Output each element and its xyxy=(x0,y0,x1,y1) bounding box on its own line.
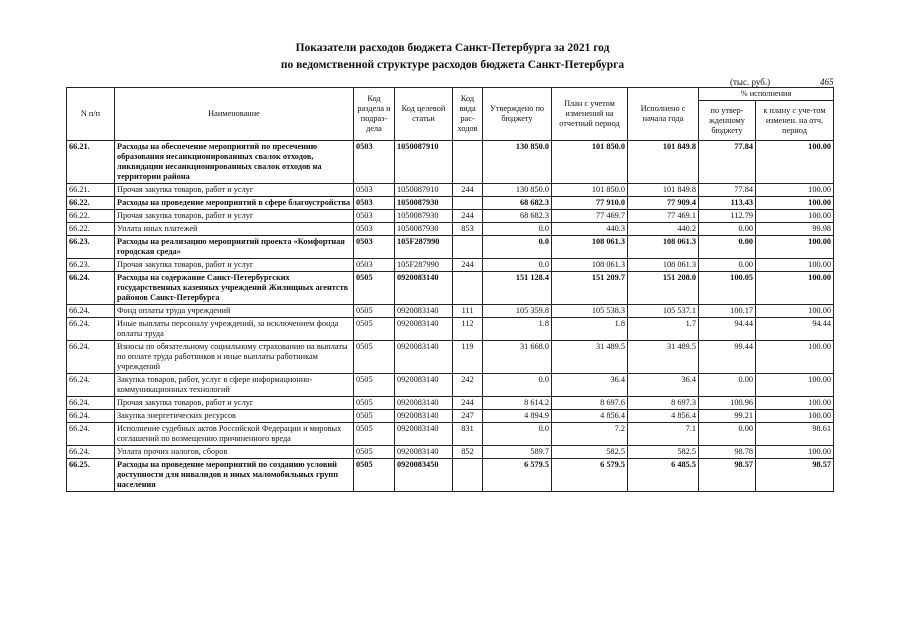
page-number: 465 xyxy=(820,77,834,87)
row-type-code: 853 xyxy=(453,223,483,236)
row-name: Расходы на реализацию мероприятий проекта «Комфортная городская среда» xyxy=(115,236,354,259)
row-approved: 105 359.8 xyxy=(483,305,552,318)
row-pct-approved: 99.44 xyxy=(699,341,756,374)
row-approved: 151 128.4 xyxy=(483,272,552,305)
row-name: Уплата иных платежей xyxy=(115,223,354,236)
row-section-code: 0505 xyxy=(354,374,395,397)
row-approved: 0.0 xyxy=(483,236,552,259)
row-name: Взносы по обязательному социальному страхованию на выплаты по оплате труда работников и иные выплаты работникам учреждений xyxy=(115,341,354,374)
row-name: Прочая закупка товаров, работ и услуг xyxy=(115,210,354,223)
row-pct-plan: 100.00 xyxy=(756,259,834,272)
row-number: 66.24. xyxy=(67,272,115,305)
row-plan: 108 061.3 xyxy=(552,259,628,272)
row-executed: 4 856.4 xyxy=(628,410,699,423)
row-type-code xyxy=(453,141,483,184)
row-target-code: 0920083450 xyxy=(395,459,453,492)
row-section-code: 0505 xyxy=(354,446,395,459)
row-executed: 6 485.5 xyxy=(628,459,699,492)
header-pct-plan: к плану с уче-том изменен. на отч. период xyxy=(756,101,834,141)
table-row xyxy=(67,397,834,410)
row-name: Прочая закупка товаров, работ и услуг xyxy=(115,397,354,410)
row-number: 66.24. xyxy=(67,397,115,410)
row-executed: 77 909.4 xyxy=(628,197,699,210)
header-plan: План с учетом изменений на отчетный период xyxy=(552,88,628,141)
row-pct-approved: 77.84 xyxy=(699,141,756,184)
row-section-code: 0505 xyxy=(354,397,395,410)
header-name: Наименование xyxy=(115,88,354,141)
row-number: 66.21. xyxy=(67,141,115,184)
row-type-code: 852 xyxy=(453,446,483,459)
row-pct-plan: 100.00 xyxy=(756,141,834,184)
header-row-no: N п/п xyxy=(67,88,115,141)
row-section-code: 0503 xyxy=(354,141,395,184)
budget-table xyxy=(66,87,834,492)
row-plan: 101 850.0 xyxy=(552,141,628,184)
row-executed: 440.2 xyxy=(628,223,699,236)
row-number: 66.23. xyxy=(67,236,115,259)
row-type-code xyxy=(453,459,483,492)
row-target-code: 0920083140 xyxy=(395,423,453,446)
header-target-code: Код целевой статьи xyxy=(395,88,453,141)
row-number: 66.24. xyxy=(67,410,115,423)
row-plan: 6 579.5 xyxy=(552,459,628,492)
header-section-code: Код раздела и подраз-дела xyxy=(354,88,395,141)
row-name: Расходы на проведение мероприятий по созданию условий доступности для инвалидов и иных маломобильных групп населения xyxy=(115,459,354,492)
row-approved: 1.8 xyxy=(483,318,552,341)
row-pct-plan: 100.00 xyxy=(756,374,834,397)
header-approved: Утверждено по бюджету xyxy=(483,88,552,141)
row-section-code: 0505 xyxy=(354,410,395,423)
row-section-code: 0503 xyxy=(354,223,395,236)
row-type-code: 244 xyxy=(453,184,483,197)
table-row xyxy=(67,318,834,341)
row-type-code: 119 xyxy=(453,341,483,374)
row-executed: 31 489.5 xyxy=(628,341,699,374)
row-pct-approved: 100.05 xyxy=(699,272,756,305)
row-approved: 4 894.9 xyxy=(483,410,552,423)
row-plan: 151 209.7 xyxy=(552,272,628,305)
row-pct-approved: 0.00 xyxy=(699,236,756,259)
row-approved: 0.0 xyxy=(483,423,552,446)
row-number: 66.24. xyxy=(67,423,115,446)
row-section-code: 0503 xyxy=(354,259,395,272)
row-executed: 151 208.0 xyxy=(628,272,699,305)
row-section-code: 0503 xyxy=(354,197,395,210)
row-approved: 68 682.3 xyxy=(483,197,552,210)
row-pct-approved: 0.00 xyxy=(699,423,756,446)
row-pct-approved: 0.00 xyxy=(699,259,756,272)
row-target-code: 0920083140 xyxy=(395,305,453,318)
row-approved: 0.0 xyxy=(483,259,552,272)
row-plan: 108 061.3 xyxy=(552,236,628,259)
row-pct-approved: 112.79 xyxy=(699,210,756,223)
row-target-code: 0920083140 xyxy=(395,410,453,423)
header-executed: Исполнено с начала года xyxy=(628,88,699,141)
row-pct-approved: 98.78 xyxy=(699,446,756,459)
row-name: Расходы на проведение мероприятий в сфере благоустройства xyxy=(115,197,354,210)
row-name: Закупка товаров, работ, услуг в сфере информационно-коммуникационных технологий xyxy=(115,374,354,397)
row-pct-plan: 94.44 xyxy=(756,318,834,341)
row-type-code: 244 xyxy=(453,397,483,410)
table-row xyxy=(67,459,834,492)
row-section-code: 0503 xyxy=(354,236,395,259)
row-plan: 101 850.0 xyxy=(552,184,628,197)
row-target-code: 1050087930 xyxy=(395,197,453,210)
row-number: 66.23. xyxy=(67,259,115,272)
row-target-code: 1050087910 xyxy=(395,184,453,197)
row-type-code: 831 xyxy=(453,423,483,446)
row-number: 66.22. xyxy=(67,223,115,236)
row-target-code: 0920083140 xyxy=(395,272,453,305)
table-body xyxy=(67,141,834,492)
row-plan: 1.8 xyxy=(552,318,628,341)
table-row xyxy=(67,197,834,210)
row-name: Расходы на обеспечение мероприятий по пресечению образования несанкционированных свалок отходов, ликвидации несанкционированных свалок отходов на территории района xyxy=(115,141,354,184)
row-section-code: 0505 xyxy=(354,341,395,374)
row-number: 66.24. xyxy=(67,374,115,397)
title-line-2: по ведомственной структуре расходов бюджета Санкт-Петербурга xyxy=(280,59,625,71)
row-pct-plan: 99.98 xyxy=(756,223,834,236)
table-row xyxy=(67,210,834,223)
row-approved: 68 682.3 xyxy=(483,210,552,223)
row-executed: 101 849.8 xyxy=(628,184,699,197)
row-pct-approved: 113.43 xyxy=(699,197,756,210)
row-executed: 105 537.1 xyxy=(628,305,699,318)
row-section-code: 0505 xyxy=(354,459,395,492)
row-name: Исполнение судебных актов Российской Федерации и мировых соглашений по возмещению причиненного вреда xyxy=(115,423,354,446)
row-pct-approved: 100.17 xyxy=(699,305,756,318)
row-section-code: 0505 xyxy=(354,318,395,341)
row-plan: 36.4 xyxy=(552,374,628,397)
row-approved: 0.0 xyxy=(483,374,552,397)
row-pct-plan: 100.00 xyxy=(756,446,834,459)
table-row xyxy=(67,305,834,318)
row-executed: 108 061.3 xyxy=(628,259,699,272)
row-name: Закупка энергетических ресурсов xyxy=(115,410,354,423)
unit-note: (тыс. руб.) xyxy=(730,77,771,87)
row-type-code xyxy=(453,236,483,259)
row-pct-approved: 98.57 xyxy=(699,459,756,492)
row-executed: 36.4 xyxy=(628,374,699,397)
row-plan: 77 910.0 xyxy=(552,197,628,210)
row-pct-approved: 100.96 xyxy=(699,397,756,410)
row-target-code: 0920083140 xyxy=(395,318,453,341)
row-name: Расходы на содержание Санкт-Петербургских государственных казенных учреждений Жилищных агентств районов Санкт-Петербурга xyxy=(115,272,354,305)
table-row xyxy=(67,374,834,397)
row-executed: 582.5 xyxy=(628,446,699,459)
row-approved: 31 668.0 xyxy=(483,341,552,374)
header-pct-approved: по утвер-жденному бюджету xyxy=(699,101,756,141)
row-section-code: 0505 xyxy=(354,305,395,318)
row-section-code: 0503 xyxy=(354,210,395,223)
table-row xyxy=(67,410,834,423)
row-target-code: 0920083140 xyxy=(395,446,453,459)
row-type-code: 242 xyxy=(453,374,483,397)
table-row xyxy=(67,236,834,259)
row-type-code: 112 xyxy=(453,318,483,341)
row-target-code: 0920083140 xyxy=(395,374,453,397)
row-pct-plan: 100.00 xyxy=(756,197,834,210)
row-number: 66.24. xyxy=(67,446,115,459)
row-section-code: 0505 xyxy=(354,272,395,305)
row-approved: 589.7 xyxy=(483,446,552,459)
table-row xyxy=(67,341,834,374)
row-section-code: 0503 xyxy=(354,184,395,197)
row-section-code: 0505 xyxy=(354,423,395,446)
table-row xyxy=(67,184,834,197)
table-row xyxy=(67,446,834,459)
row-pct-plan: 100.00 xyxy=(756,210,834,223)
row-name: Уплата прочих налогов, сборов xyxy=(115,446,354,459)
row-pct-approved: 0.00 xyxy=(699,223,756,236)
row-approved: 6 579.5 xyxy=(483,459,552,492)
row-number: 66.21. xyxy=(67,184,115,197)
header-type-code: Код вида рас-ходов xyxy=(453,88,483,141)
row-pct-plan: 100.00 xyxy=(756,184,834,197)
row-target-code: 1050087930 xyxy=(395,210,453,223)
row-pct-approved: 77.84 xyxy=(699,184,756,197)
row-pct-plan: 98.61 xyxy=(756,423,834,446)
row-number: 66.24. xyxy=(67,341,115,374)
row-pct-plan: 100.00 xyxy=(756,305,834,318)
row-type-code: 244 xyxy=(453,259,483,272)
row-plan: 582.5 xyxy=(552,446,628,459)
title-line-1: Показатели расходов бюджета Санкт-Петербурга за 2021 год xyxy=(295,42,610,54)
row-pct-approved: 94.44 xyxy=(699,318,756,341)
row-name: Прочая закупка товаров, работ и услуг xyxy=(115,184,354,197)
row-target-code: 0920083140 xyxy=(395,397,453,410)
row-target-code: 105F287990 xyxy=(395,236,453,259)
header-pct-group: % исполнения xyxy=(699,88,834,101)
row-type-code: 247 xyxy=(453,410,483,423)
row-type-code: 244 xyxy=(453,210,483,223)
row-type-code xyxy=(453,197,483,210)
page-title xyxy=(0,40,905,74)
row-number: 66.24. xyxy=(67,305,115,318)
row-pct-plan: 100.00 xyxy=(756,341,834,374)
row-number: 66.24. xyxy=(67,318,115,341)
row-target-code: 1050087910 xyxy=(395,141,453,184)
row-executed: 101 849.8 xyxy=(628,141,699,184)
row-pct-plan: 98.57 xyxy=(756,459,834,492)
table-row xyxy=(67,141,834,184)
row-approved: 130 850.0 xyxy=(483,141,552,184)
row-plan: 440.3 xyxy=(552,223,628,236)
row-plan: 77 469.7 xyxy=(552,210,628,223)
table-row xyxy=(67,223,834,236)
row-pct-plan: 100.00 xyxy=(756,236,834,259)
row-type-code: 111 xyxy=(453,305,483,318)
row-type-code xyxy=(453,272,483,305)
row-number: 66.25. xyxy=(67,459,115,492)
row-plan: 31 489.5 xyxy=(552,341,628,374)
row-executed: 77 469.1 xyxy=(628,210,699,223)
row-pct-approved: 99.21 xyxy=(699,410,756,423)
row-pct-plan: 100.00 xyxy=(756,397,834,410)
row-approved: 8 614.2 xyxy=(483,397,552,410)
row-name: Прочая закупка товаров, работ и услуг xyxy=(115,259,354,272)
row-number: 66.22. xyxy=(67,210,115,223)
table-row xyxy=(67,259,834,272)
row-plan: 8 697.6 xyxy=(552,397,628,410)
table-row xyxy=(67,272,834,305)
row-name: Фонд оплаты труда учреждений xyxy=(115,305,354,318)
row-number: 66.22. xyxy=(67,197,115,210)
row-target-code: 1050087930 xyxy=(395,223,453,236)
row-executed: 8 697.3 xyxy=(628,397,699,410)
row-name: Иные выплаты персоналу учреждений, за исключением фонда оплаты труда xyxy=(115,318,354,341)
row-plan: 7.2 xyxy=(552,423,628,446)
row-approved: 130 850.0 xyxy=(483,184,552,197)
row-plan: 4 856.4 xyxy=(552,410,628,423)
row-target-code: 105F287990 xyxy=(395,259,453,272)
row-executed: 1.7 xyxy=(628,318,699,341)
table-row xyxy=(67,423,834,446)
row-executed: 7.1 xyxy=(628,423,699,446)
row-pct-plan: 100.00 xyxy=(756,272,834,305)
row-executed: 108 061.3 xyxy=(628,236,699,259)
row-target-code: 0920083140 xyxy=(395,341,453,374)
row-pct-plan: 100.00 xyxy=(756,410,834,423)
row-pct-approved: 0.00 xyxy=(699,374,756,397)
row-plan: 105 538.3 xyxy=(552,305,628,318)
row-approved: 0.0 xyxy=(483,223,552,236)
